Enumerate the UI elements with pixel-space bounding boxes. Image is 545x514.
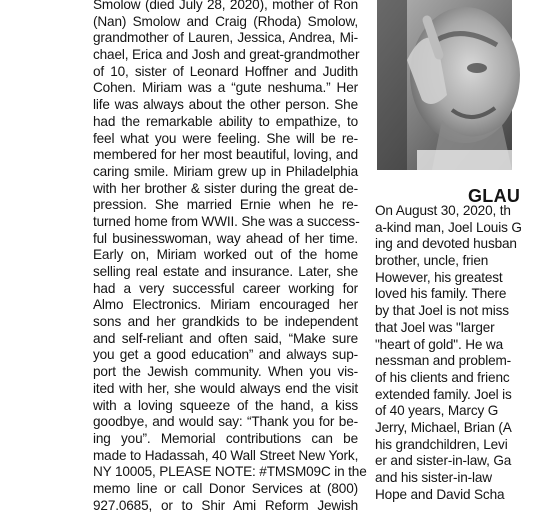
text-line: Hope and David Scha xyxy=(375,486,505,502)
obituary-left-column xyxy=(93,0,367,514)
text-line: his grandchildren, Levi xyxy=(375,436,508,452)
text-line: life was always about the other person. She xyxy=(93,97,358,113)
text-line: of 40 years, Marcy G xyxy=(375,403,499,419)
text-line: by that Joel is not miss xyxy=(375,303,509,319)
text-line: turned home from WWII. She was a success- xyxy=(93,213,360,229)
text-line: ited with her, she would always end the visit xyxy=(93,380,358,396)
text-line: and his sister-in-law xyxy=(375,470,492,485)
text-line: On August 30, 2020, th xyxy=(375,203,511,218)
obituary-right-text xyxy=(375,203,545,503)
text-line: with a loving squeeze of the hand, a kiss xyxy=(93,397,358,413)
text-line: Almo Electronics. Miriam encouraged her xyxy=(93,297,358,313)
text-line: grandmother of Lauren, Jessica, Andrea, Mi- xyxy=(93,30,358,46)
text-line: Jerry, Michael, Brian (A xyxy=(375,419,512,435)
text-line: that Joel was "larger xyxy=(375,319,495,335)
text-line: of his clients and frienc xyxy=(375,369,510,385)
text-line: chael, Erica and Josh and great-grandmother xyxy=(93,47,360,63)
text-line: Early on, Miriam worked out of the home xyxy=(93,247,358,263)
text-line: selling real estate and insurance. Later, she xyxy=(93,264,358,279)
text-line: pression. She married Ernie when he re- xyxy=(93,197,358,213)
text-line: Smolow (died July 28, 2020), mother of Ron xyxy=(93,0,358,12)
text-line: memo line or call Donor Services at (800) xyxy=(93,480,358,496)
text-line: caring smile. Miriam grew up in Philadelphia xyxy=(93,163,358,179)
text-line: with her brother & sister during the great de- xyxy=(93,180,358,196)
portrait-photo-image xyxy=(377,0,512,170)
text-line: extended family. Joel is xyxy=(375,386,512,402)
text-line: and self-reliant and often said, “Make sure xyxy=(93,330,358,346)
text-line: 927.0685, or to Shir Ami Reform Jewish xyxy=(93,497,358,513)
obituary-name-heading: GLAU xyxy=(468,186,521,206)
text-line: made to Hadassah, 40 Wall Street New York, xyxy=(93,447,359,463)
text-line: feel what you were feeling. She will be re- xyxy=(93,130,358,146)
text-line: a-kind man, Joel Louis G xyxy=(375,219,522,235)
text-line: However, his greatest xyxy=(375,269,503,285)
text-line: Cohen. Miriam was a “gute neshuma.” Her xyxy=(93,80,358,96)
text-line: membered for her most beautiful, loving, and xyxy=(93,147,358,163)
text-line: nessman and problem- xyxy=(375,353,512,369)
text-line: NY 10005, PLEASE NOTE: #TMSM09C in the xyxy=(93,464,367,480)
text-line: sons and her grandkids to be independent xyxy=(93,314,358,330)
text-line: loved his family. There xyxy=(375,286,507,302)
text-line: (Nan) Smolow and Craig (Rhoda) Smolow, xyxy=(93,13,358,29)
text-line: goodbye, and would say: “Thank you for be- xyxy=(93,414,358,430)
text-line: you get a good education” and always sup- xyxy=(93,347,358,363)
text-line: of 10, sister of Leonard Hoffner and Judith xyxy=(93,63,358,79)
text-line: brother, uncle, frien xyxy=(375,253,489,269)
text-line: "heart of gold". He wa xyxy=(375,336,504,352)
text-line: had a very successful career working for xyxy=(93,280,358,296)
text-line: er and sister-in-law, Ga xyxy=(375,453,512,469)
text-line: ing you”. Memorial contributions can be xyxy=(93,430,358,446)
text-line: port the Jewish community. When you vis- xyxy=(93,364,358,380)
text-line: ing and devoted husban xyxy=(375,236,517,252)
text-line: had the remarkable ability to empathize, to xyxy=(93,113,358,129)
portrait-photo xyxy=(377,0,512,170)
text-line: ful businesswoman, way ahead of her time. xyxy=(93,230,358,246)
